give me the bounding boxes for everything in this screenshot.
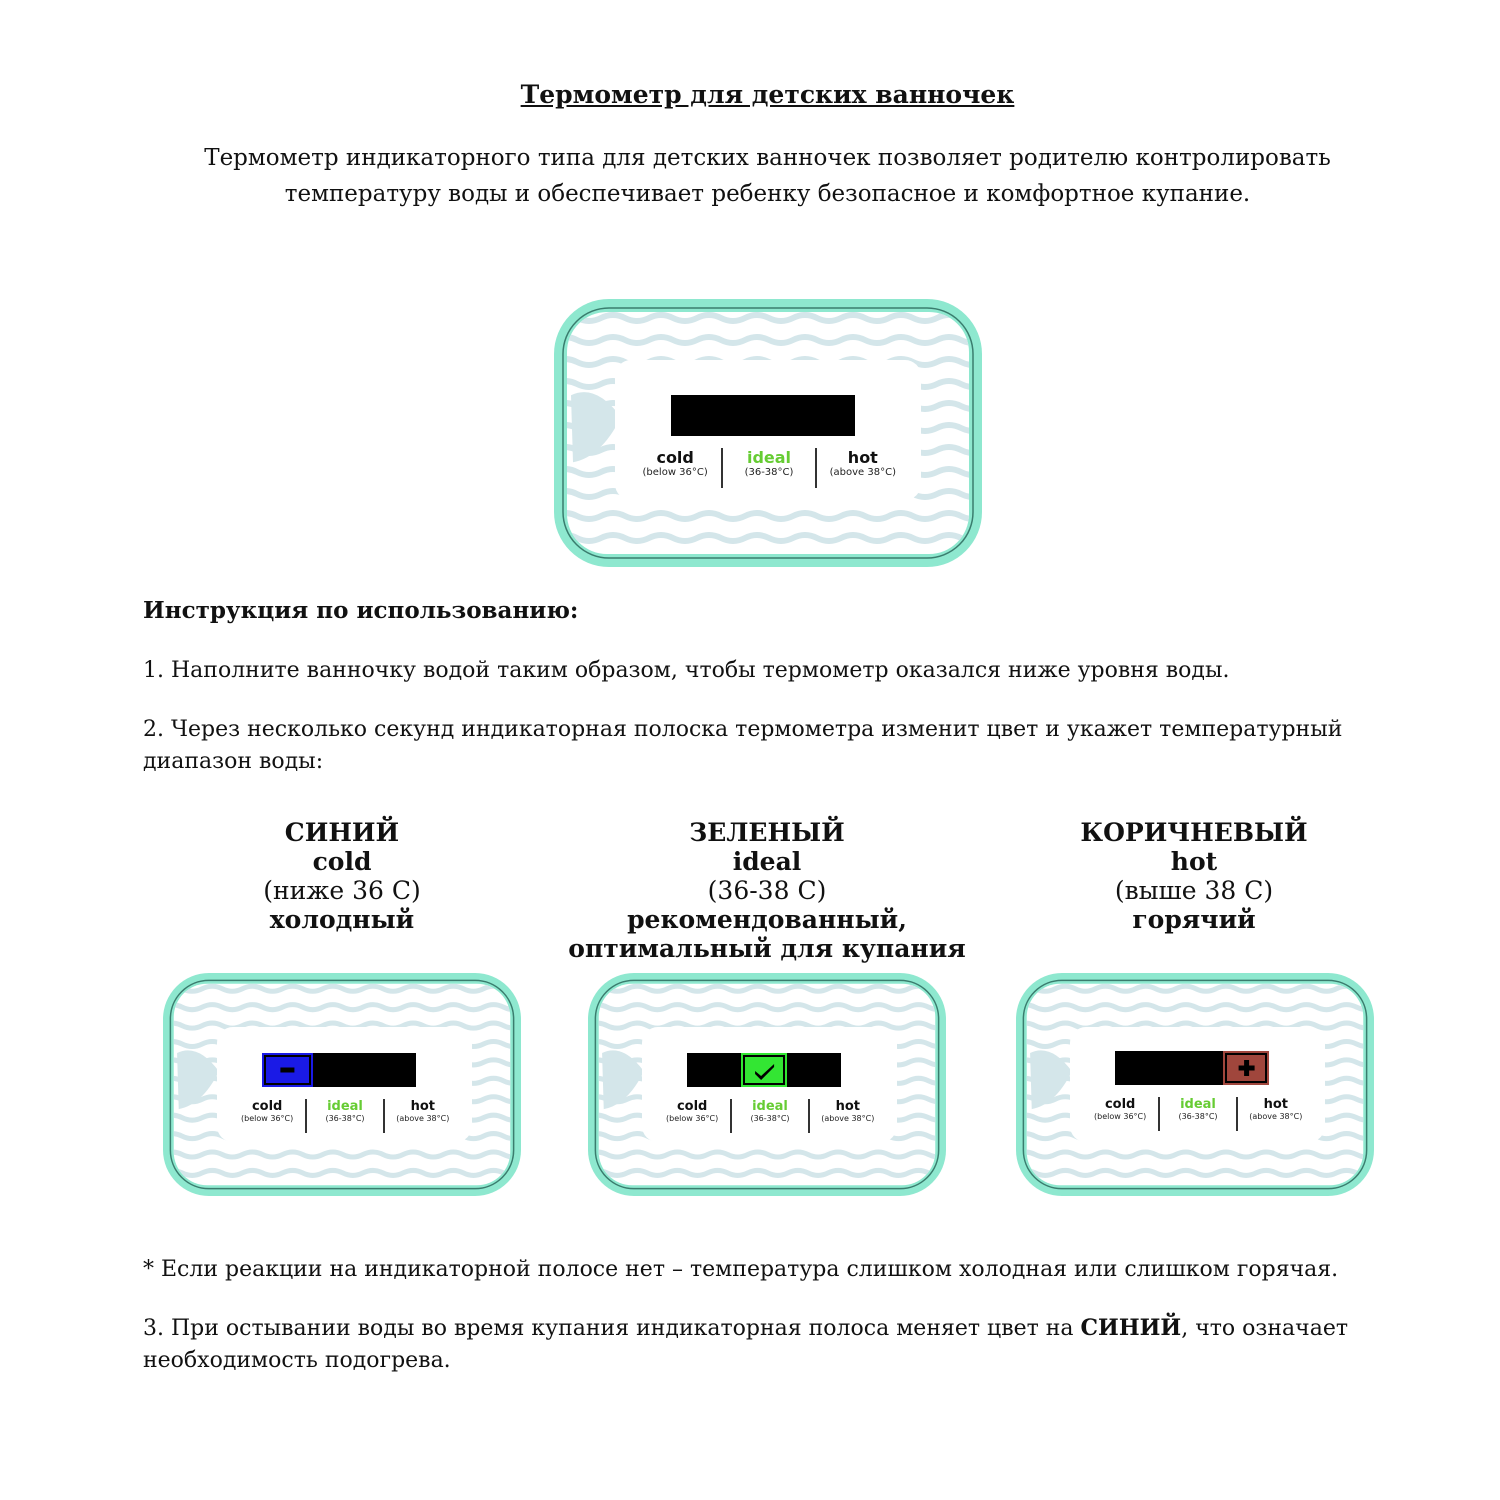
label-ideal-range: (36-38°C) bbox=[1178, 1112, 1218, 1121]
instructions-title: Инструкция по использованию: bbox=[143, 597, 579, 624]
temperature-labels bbox=[229, 1099, 461, 1133]
label-hot bbox=[817, 448, 909, 488]
step-3-emphasis: СИНИЙ bbox=[1080, 1315, 1182, 1341]
label-ideal bbox=[307, 1099, 383, 1133]
state-en-name: hot bbox=[1170, 847, 1218, 876]
step-2: 2. Через несколько секунд индикаторная полоска термометра изменит цвет и укажет температурный диапазон воды: bbox=[143, 717, 1343, 774]
thermometer-cold-image bbox=[162, 972, 522, 1197]
step-1: 1. Наполните ванночку водой таким образом, чтобы термометр оказался ниже уровня воды. bbox=[143, 658, 1230, 683]
state-en-name: ideal bbox=[732, 847, 802, 876]
label-cold-range: (below 36°C) bbox=[666, 1114, 719, 1123]
indicator-strip bbox=[1115, 1051, 1269, 1085]
label-ideal bbox=[1160, 1097, 1236, 1131]
label-hot bbox=[385, 1099, 461, 1133]
label-cold-name: cold bbox=[676, 1099, 708, 1114]
label-ideal-name: ideal bbox=[746, 448, 792, 467]
intro-text bbox=[160, 140, 1375, 212]
state-range: (ниже 36 С) bbox=[263, 876, 421, 905]
label-hot-name: hot bbox=[1263, 1097, 1289, 1112]
state-meaning-2: оптимальный для купания bbox=[568, 934, 966, 963]
thermometer-hot-image bbox=[1015, 972, 1375, 1197]
label-ideal-range: (36-38°C) bbox=[325, 1114, 365, 1123]
indicator-strip bbox=[687, 1053, 841, 1087]
label-cold bbox=[229, 1099, 305, 1133]
intro-line-1: Термометр индикаторного типа для детских ванночек позволяет родителю контролировать bbox=[204, 145, 1331, 171]
label-cold-range: (below 36°C) bbox=[1094, 1112, 1147, 1121]
label-ideal-name: ideal bbox=[1180, 1097, 1216, 1112]
label-ideal-range: (36-38°C) bbox=[750, 1114, 790, 1123]
state-en-name: cold bbox=[312, 847, 372, 876]
label-hot-name: hot bbox=[410, 1099, 436, 1114]
label-hot-name: hot bbox=[835, 1099, 861, 1114]
label-ideal bbox=[732, 1099, 808, 1133]
label-cold-range: (below 36°C) bbox=[241, 1114, 294, 1123]
step-3-text-2: , что означает необходимость подогрева. bbox=[143, 1316, 1349, 1373]
label-hot-range: (above 38°C) bbox=[821, 1114, 875, 1123]
step-3 bbox=[143, 1312, 1368, 1377]
minus-icon bbox=[262, 1053, 313, 1087]
label-hot-name: hot bbox=[847, 448, 878, 467]
label-hot-range: (above 38°C) bbox=[829, 467, 896, 478]
thermometer-panel bbox=[642, 1027, 897, 1142]
state-range: (36-38 С) bbox=[707, 876, 827, 905]
temperature-labels bbox=[654, 1099, 886, 1133]
label-hot bbox=[810, 1099, 886, 1133]
plus-icon bbox=[1223, 1051, 1269, 1085]
state-meaning: горячий bbox=[1132, 905, 1256, 934]
temperature-labels bbox=[1082, 1097, 1314, 1131]
label-ideal bbox=[723, 448, 815, 488]
state-meaning: холодный bbox=[269, 905, 415, 934]
step-3-text-1: 3. При остывании воды во время купания индикаторная полоса меняет цвет на bbox=[143, 1316, 1081, 1341]
state-hot-heading bbox=[974, 818, 1414, 934]
indicator-strip bbox=[262, 1053, 416, 1087]
label-cold-range: (below 36°C) bbox=[642, 467, 708, 478]
label-cold-name: cold bbox=[1104, 1097, 1136, 1112]
state-meaning: рекомендованный, bbox=[627, 905, 907, 934]
thermometer-panel bbox=[1070, 1027, 1325, 1142]
label-cold-name: cold bbox=[251, 1099, 283, 1114]
state-ideal-heading bbox=[547, 818, 987, 963]
thermometer-main-image bbox=[553, 298, 983, 568]
label-cold bbox=[654, 1099, 730, 1133]
state-range: (выше 38 С) bbox=[1114, 876, 1274, 905]
indicator-segment-brown bbox=[1223, 1051, 1269, 1085]
label-hot-range: (above 38°C) bbox=[396, 1114, 450, 1123]
label-hot bbox=[1238, 1097, 1314, 1131]
thermometer-ideal-image bbox=[587, 972, 947, 1197]
state-color-name: ЗЕЛЕНЫЙ bbox=[689, 818, 845, 847]
label-cold-name: cold bbox=[656, 448, 694, 467]
indicator-segment-green bbox=[741, 1053, 787, 1087]
state-cold-heading bbox=[122, 818, 562, 934]
indicator-segment-blue bbox=[262, 1053, 313, 1087]
label-cold bbox=[629, 448, 721, 488]
temperature-labels bbox=[629, 448, 909, 488]
page-title: Термометр для детских ванночек bbox=[520, 80, 1015, 109]
note-no-reaction: * Если реакции на индикаторной полосе нет – температура слишком холодная или слишком горячая. bbox=[143, 1257, 1339, 1282]
label-ideal-name: ideal bbox=[752, 1099, 788, 1114]
state-color-name: КОРИЧНЕВЫЙ bbox=[1080, 818, 1308, 847]
intro-line-2: температуру воды и обеспечивает ребенку безопасное и комфортное купание. bbox=[284, 181, 1251, 207]
label-ideal-name: ideal bbox=[327, 1099, 363, 1114]
check-icon bbox=[741, 1053, 787, 1087]
label-ideal-range: (36-38°C) bbox=[744, 467, 794, 478]
state-color-name: СИНИЙ bbox=[284, 818, 400, 847]
thermometer-panel bbox=[615, 360, 921, 500]
indicator-strip bbox=[671, 395, 855, 436]
thermometer-panel bbox=[217, 1027, 472, 1142]
label-cold bbox=[1082, 1097, 1158, 1131]
label-hot-range: (above 38°C) bbox=[1249, 1112, 1303, 1121]
